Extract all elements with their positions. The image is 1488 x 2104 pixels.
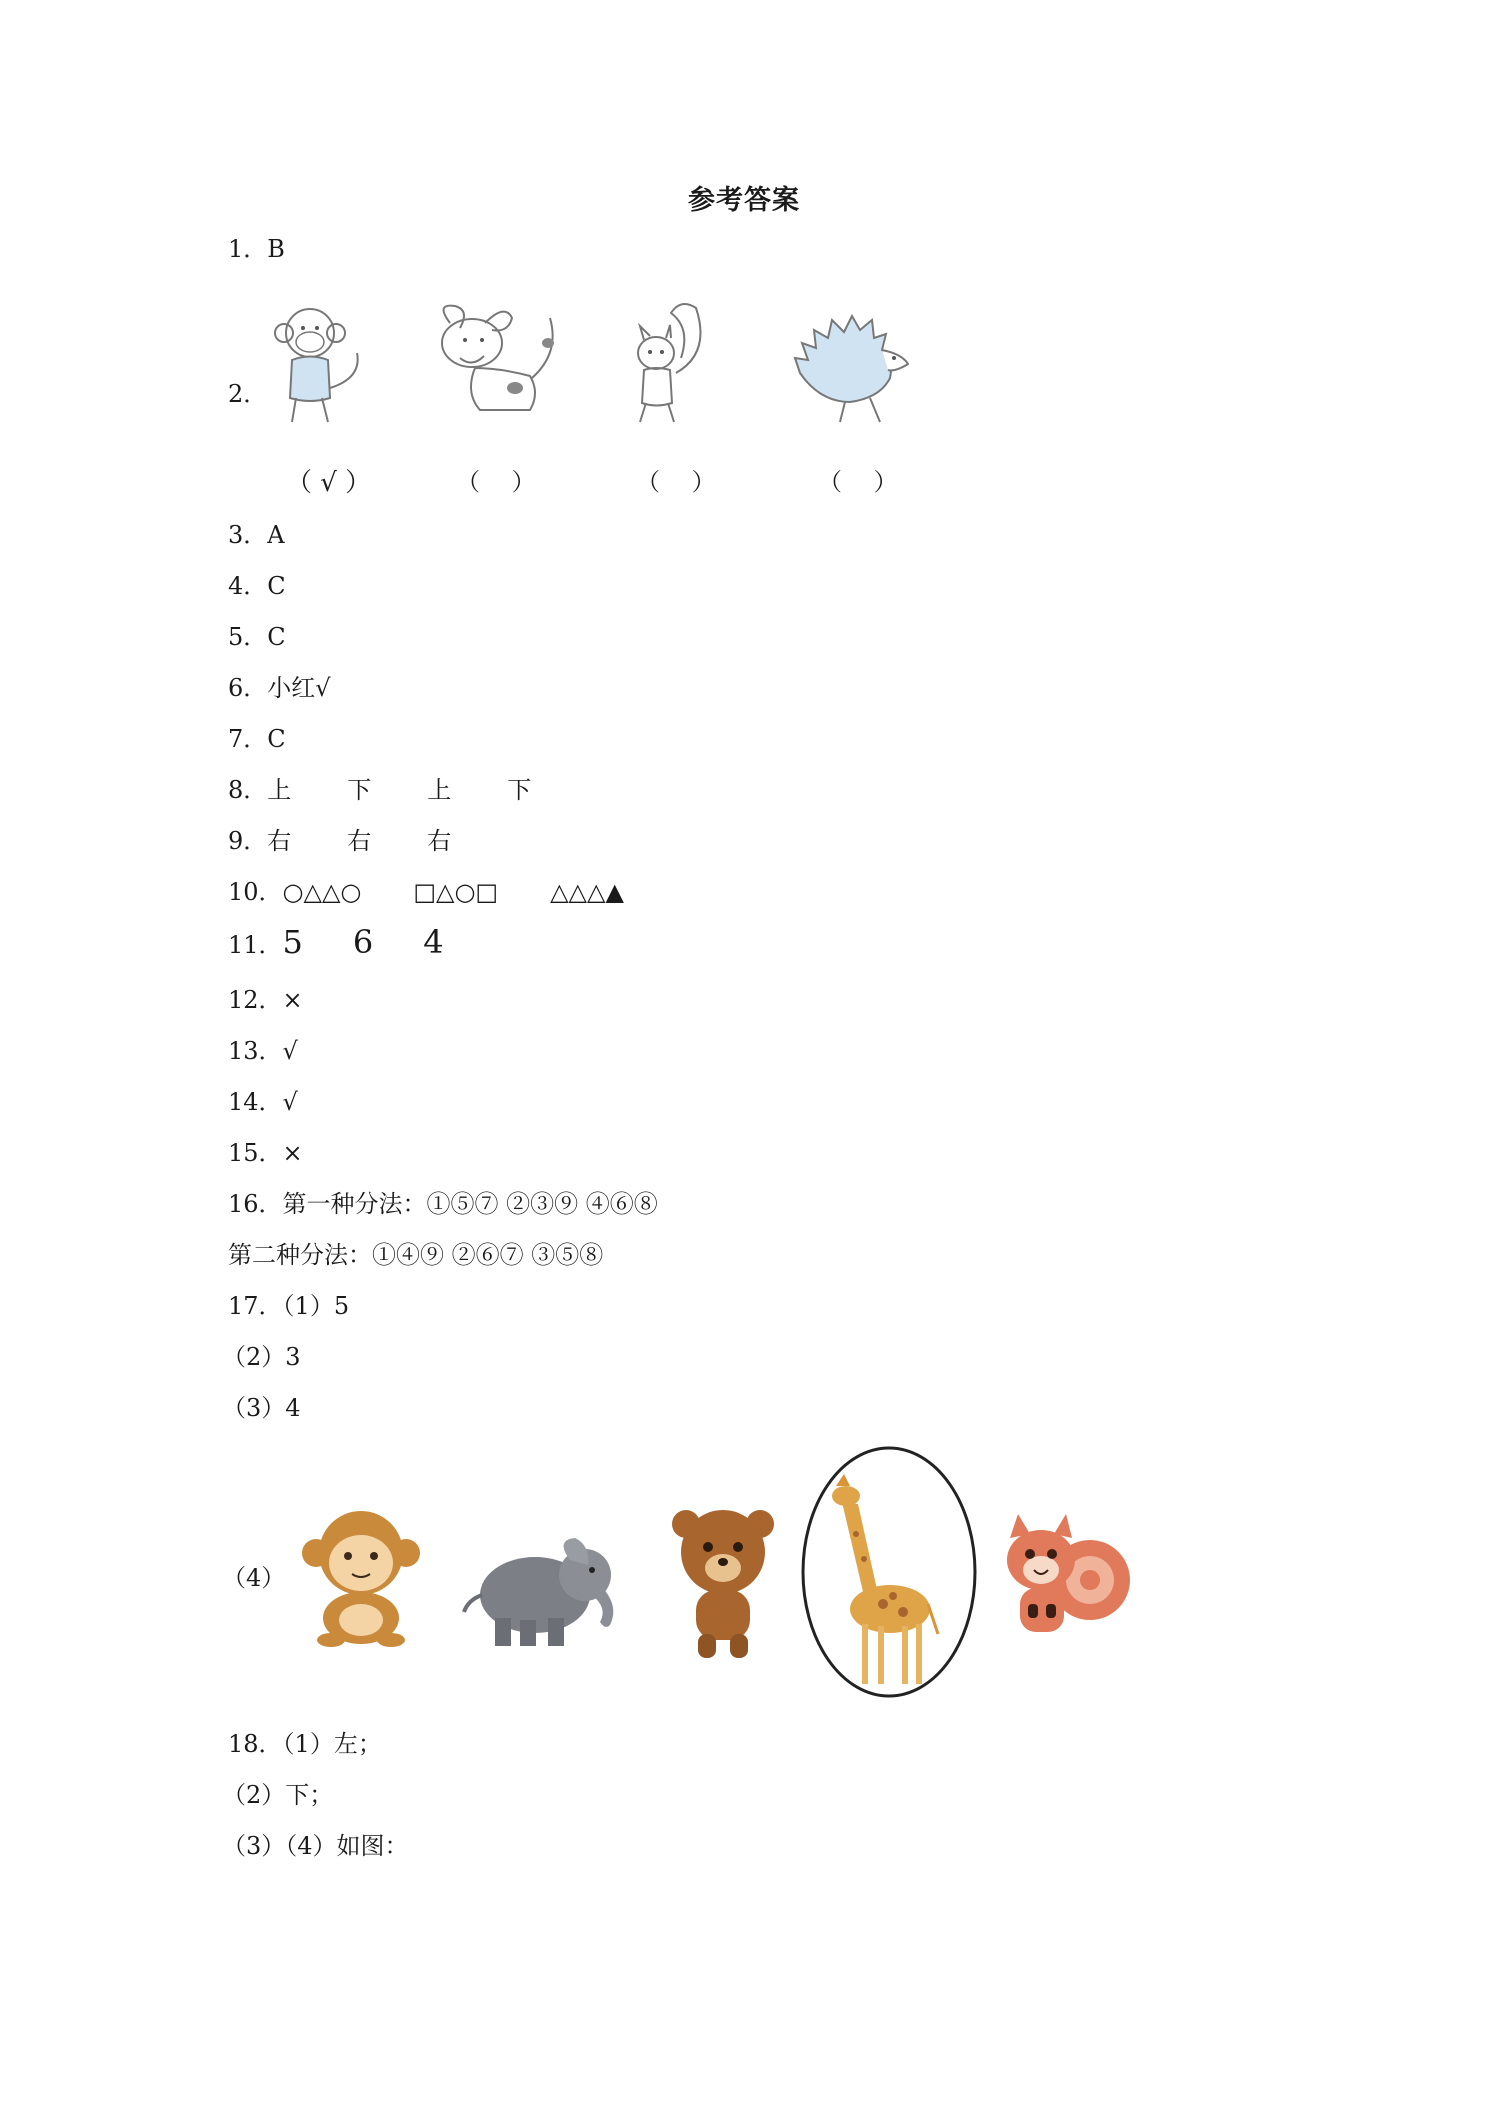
q2-bracket-2: （ ） bbox=[456, 468, 536, 496]
page-title: 参考答案 bbox=[688, 185, 800, 216]
question-17-part2: （2）3 bbox=[222, 1343, 301, 1371]
question-6: 6．小红√ bbox=[228, 674, 331, 702]
squirrel-icon bbox=[992, 1508, 1132, 1648]
dog-sketch-icon bbox=[420, 298, 570, 428]
bear-icon bbox=[668, 1502, 778, 1662]
question-12: 12．× bbox=[228, 986, 303, 1014]
monkey-sketch-icon bbox=[262, 298, 372, 428]
q2-bracket-3: （ ） bbox=[636, 468, 716, 496]
question-13: 13．√ bbox=[228, 1037, 298, 1065]
question-1: 1．B bbox=[228, 235, 285, 263]
question-11: 11．5 6 4 bbox=[228, 923, 444, 961]
question-9: 9．右 右 右 bbox=[228, 827, 452, 855]
circled-giraffe-icon bbox=[798, 1444, 980, 1700]
question-17-part3: （3）4 bbox=[222, 1394, 301, 1422]
question-14: 14．√ bbox=[228, 1088, 298, 1116]
question-7: 7．C bbox=[228, 725, 286, 753]
question-10: 10．○△△○ □△○□ △△△▲ bbox=[228, 878, 624, 906]
squirrel-sketch-icon bbox=[626, 298, 716, 428]
question-8: 8．上 下 上 下 bbox=[228, 776, 532, 804]
question-2-number: 2． bbox=[228, 380, 268, 408]
question-16-line2: 第二种分法：①④⑨ ②⑥⑦ ③⑤⑧ bbox=[228, 1241, 604, 1269]
question-18: 18．（1）左； bbox=[228, 1730, 382, 1758]
question-16: 16．第一种分法：①⑤⑦ ②③⑨ ④⑥⑧ bbox=[228, 1190, 658, 1218]
question-5: 5．C bbox=[228, 623, 286, 651]
question-3: 3．A bbox=[228, 521, 285, 549]
question-17: 17．（1）5 bbox=[228, 1292, 350, 1320]
question-4: 4．C bbox=[228, 572, 286, 600]
question-15: 15．× bbox=[228, 1139, 303, 1167]
question-17-part4: （4） bbox=[222, 1564, 286, 1592]
monkey-icon bbox=[296, 1508, 426, 1648]
q2-bracket-1: （ √ ） bbox=[286, 468, 372, 498]
hedgehog-sketch-icon bbox=[790, 298, 920, 428]
question-18-part2: （2）下； bbox=[222, 1781, 334, 1809]
elephant-icon bbox=[460, 1530, 630, 1650]
question-18-part3: （3）（4）如图： bbox=[222, 1832, 409, 1860]
q2-bracket-4: （ ） bbox=[818, 468, 898, 496]
